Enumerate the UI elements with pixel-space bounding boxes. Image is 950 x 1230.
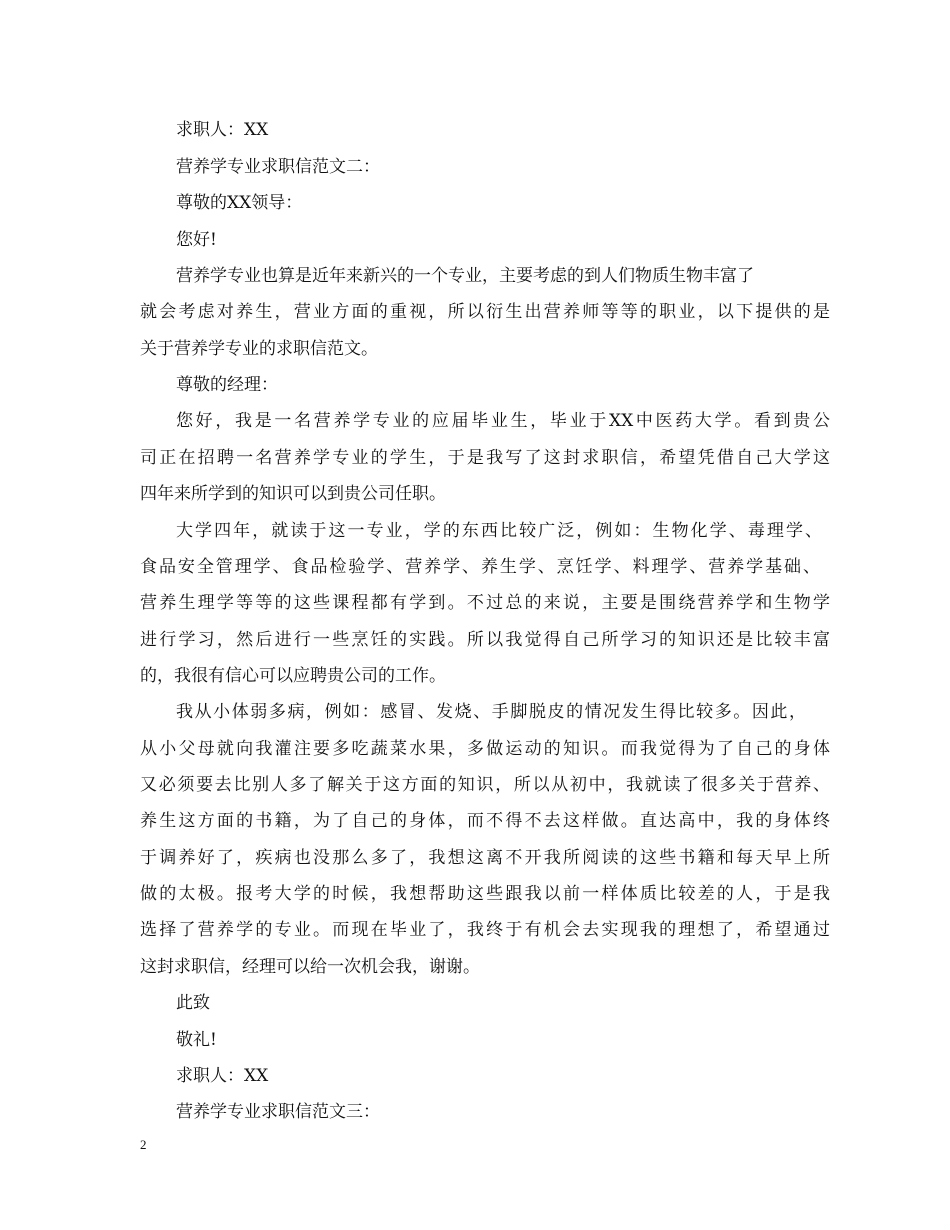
body-paragraph-3-line-8: 这封求职信，经理可以给一次机会我，谢谢。 <box>140 957 480 977</box>
body-paragraph-3-line-4: 养生这方面的书籍，为了自己的身体，而不得不去这样做。直达高中，我的身体终 <box>140 811 830 831</box>
signature-line-2: 求职人：XX <box>176 1066 269 1086</box>
greeting-1: 您好! <box>176 230 217 250</box>
intro-line-1: 营养学专业也算是近年来新兴的一个专业，主要考虑的到人们物质生物丰富了 <box>176 266 754 286</box>
closing-line-1: 此致 <box>176 993 210 1013</box>
body-paragraph-2-line-2: 食品安全管理学、食品检验学、营养学、养生学、烹饪学、料理学、营养学基础、 <box>140 557 820 577</box>
body-paragraph-3-line-3: 又必须要去比别人多了解关于这方面的知识，所以从初中，我就读了很多关于营养、 <box>140 775 830 795</box>
body-paragraph-1-line-3: 四年来所学到的知识可以到贵公司任职。 <box>140 484 446 504</box>
salutation-1: 尊敬的XX领导： <box>176 193 303 213</box>
body-paragraph-2-line-5: 的，我很有信心可以应聘贵公司的工作。 <box>140 666 446 686</box>
body-paragraph-3-line-5: 于调养好了，疾病也没那么多了，我想这离不开我所阅读的这些书籍和每天早上所 <box>140 848 830 868</box>
intro-line-2: 就会考虑对养生，营业方面的重视，所以衍生出营养师等等的职业，以下提供的是 <box>140 302 830 322</box>
salutation-2: 尊敬的经理： <box>176 375 278 395</box>
page-number: 2 <box>140 1137 147 1152</box>
body-paragraph-3-line-2: 从小父母就向我灌注要多吃蔬菜水果，多做运动的知识。而我觉得为了自己的身体 <box>140 739 830 759</box>
body-paragraph-3-line-7: 选择了营养学的专业。而现在毕业了，我终于有机会去实现我的理想了，希望通过 <box>140 920 830 940</box>
body-paragraph-3-line-6: 做的太极。报考大学的时候，我想帮助这些跟我以前一样体质比较差的人，于是我 <box>140 884 830 904</box>
intro-line-3: 关于营养学专业的求职信范文。 <box>140 339 378 359</box>
section-heading-3: 营养学专业求职信范文三： <box>176 1102 380 1122</box>
body-paragraph-2-line-1: 大学四年，就读于这一专业，学的东西比较广泛，例如：生物化学、毒理学、 <box>176 521 822 541</box>
body-paragraph-1-line-1: 您好，我是一名营养学专业的应届毕业生，毕业于XX中医药大学。看到贵公 <box>176 411 830 431</box>
signature-line-1: 求职人：XX <box>176 120 269 140</box>
body-paragraph-1-line-2: 司正在招聘一名营养学专业的学生，于是我写了这封求职信，希望凭借自己大学这 <box>140 448 830 468</box>
body-paragraph-3-line-1: 我从小体弱多病，例如：感冒、发烧、手脚脱皮的情况发生得比较多。因此， <box>176 702 806 722</box>
closing-line-2: 敬礼! <box>176 1030 217 1050</box>
section-heading-2: 营养学专业求职信范文二： <box>176 157 380 177</box>
body-paragraph-2-line-3: 营养生理学等等的这些课程都有学到。不过总的来说，主要是围绕营养学和生物学 <box>140 593 830 613</box>
body-paragraph-2-line-4: 进行学习，然后进行一些烹饪的实践。所以我觉得自己所学习的知识还是比较丰富 <box>140 630 830 650</box>
